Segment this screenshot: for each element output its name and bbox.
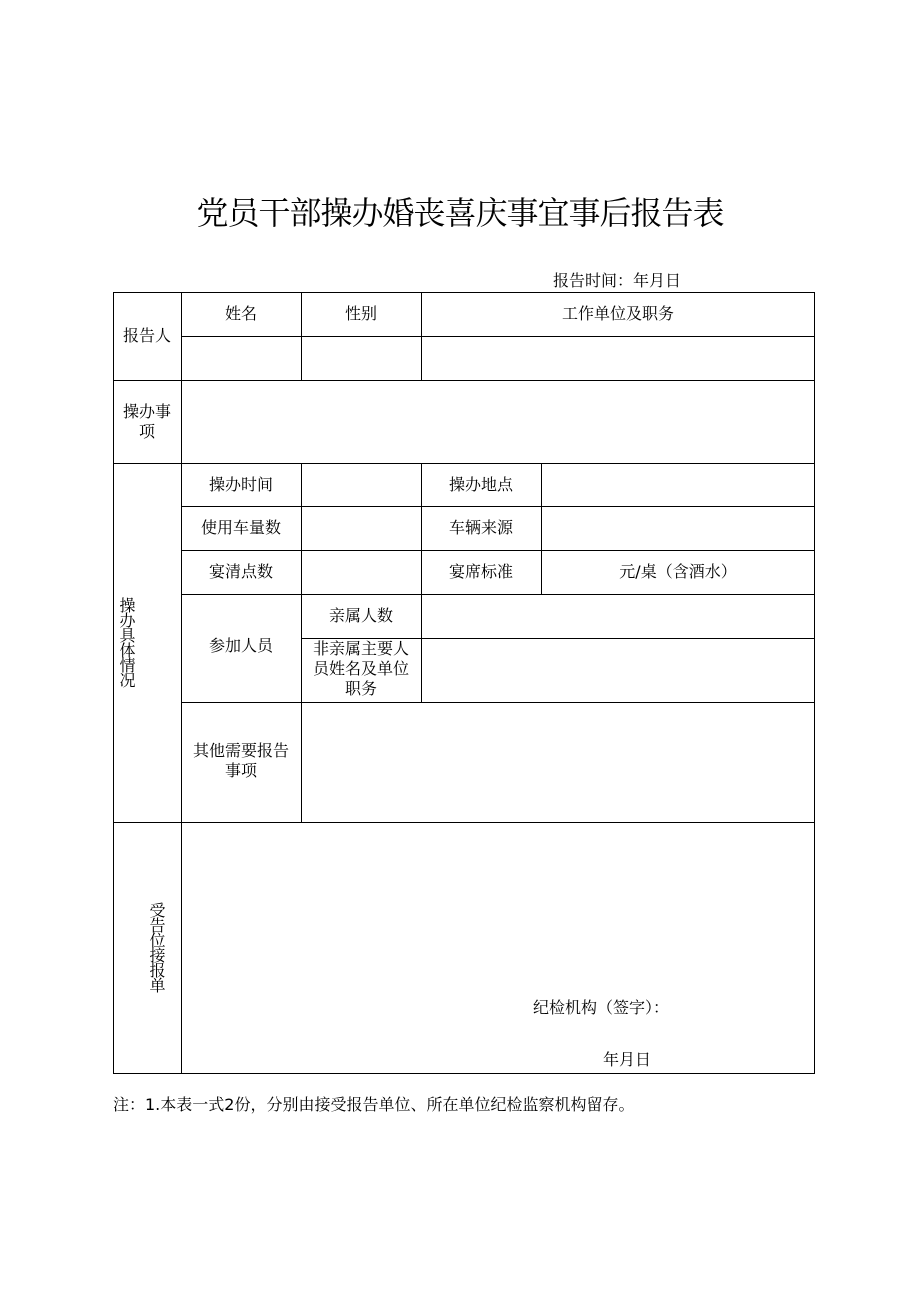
matter-label (113, 380, 181, 463)
other-matters-field[interactable] (302, 703, 814, 822)
attendees-label: 参加人员 (208, 636, 273, 655)
header-unit-position: 工作单位及职务 (561, 304, 674, 323)
receiver-date: 年月日 (603, 1050, 652, 1069)
signature-label: 纪检机构（签字）： (533, 998, 670, 1017)
non-relatives-label (301, 638, 421, 702)
gender-field[interactable] (302, 337, 421, 380)
cars-label: 使用车量数 (200, 518, 281, 537)
other-matters-line2: 事项 (224, 761, 257, 780)
matter-label-line2: 项 (138, 421, 155, 441)
non-relatives-field[interactable] (422, 639, 814, 702)
non-relatives-line1: 非亲属主要人 (312, 639, 409, 658)
border-bottom (113, 1073, 815, 1074)
non-relatives-line2: 员姓名及单位 (312, 659, 409, 678)
tables-label: 宴清点数 (208, 562, 273, 581)
place-label: 操办地点 (448, 474, 513, 494)
receiver-label: 受告位接报单 (147, 902, 166, 992)
details-label: 操办具体情况 (117, 597, 136, 687)
relatives-label: 亲属人数 (328, 606, 393, 625)
report-form (113, 292, 815, 1074)
border-right (814, 292, 815, 1074)
receiver-field[interactable] (182, 823, 814, 1073)
time-field[interactable] (302, 464, 421, 506)
header-gender: 性别 (344, 304, 377, 323)
standard-value: 元/桌（含酒水） (619, 562, 737, 581)
page-title: 党员干部操办婚丧喜庆事宜事后报告表 (196, 194, 724, 232)
matter-label-line1: 操办事 (122, 401, 171, 421)
cars-field[interactable] (302, 507, 421, 550)
header-name: 姓名 (224, 304, 257, 323)
other-matters-line1: 其他需要报告 (192, 741, 289, 760)
reporter-label: 报告人 (122, 326, 171, 345)
place-field[interactable] (542, 464, 814, 506)
car-source-label: 车辆来源 (448, 518, 513, 537)
footnote: 注：1.本表一式2份，分别由接受报告单位、所在单位纪检监察机构留存。 (113, 1095, 635, 1114)
non-relatives-line3: 职务 (344, 679, 377, 698)
other-matters-label (181, 702, 301, 822)
time-label: 操办时间 (208, 474, 273, 494)
tables-field[interactable] (302, 551, 421, 594)
report-time: 报告时间：年月日 (553, 271, 682, 290)
car-source-field[interactable] (542, 507, 814, 550)
unit-position-field[interactable] (422, 337, 814, 380)
standard-label: 宴席标准 (448, 562, 513, 581)
name-field[interactable] (182, 337, 301, 380)
matter-field[interactable] (182, 381, 814, 463)
relatives-field[interactable] (422, 595, 814, 638)
